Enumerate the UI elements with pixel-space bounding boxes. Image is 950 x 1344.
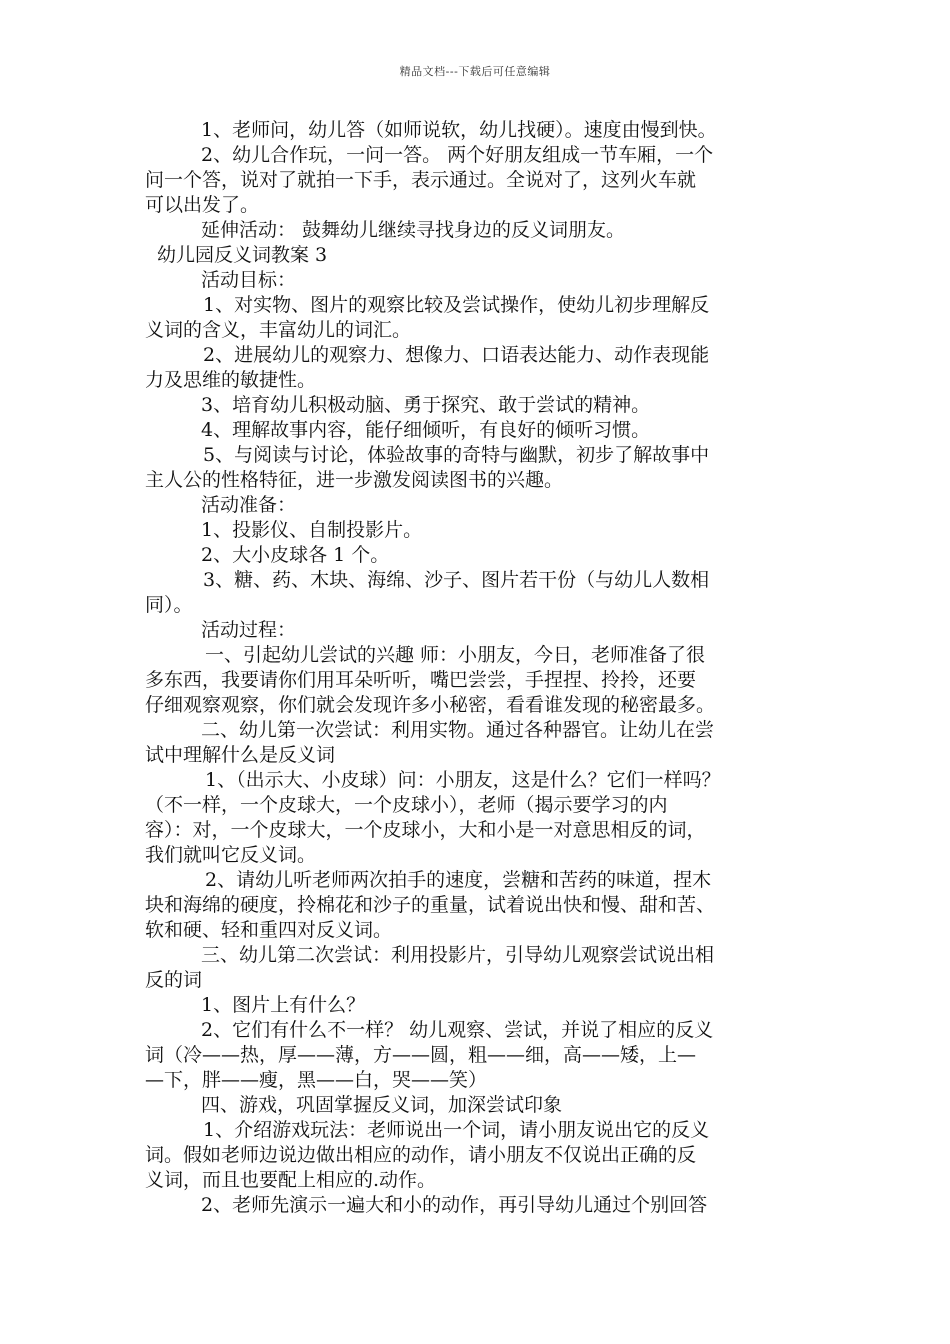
paragraph-line: 延伸活动： 鼓舞幼儿继续寻找身边的反义词朋友。: [201, 219, 626, 241]
paragraph-line: 2、大小皮球各 1 个。: [201, 544, 390, 566]
paragraph-line: 1、投影仪、自制投影片。: [201, 519, 423, 541]
paragraph-line: 词。假如老师边说边做出相应的动作，请小朋友不仅说出正确的反: [145, 1144, 697, 1166]
paragraph-line: 词（冷——热，厚——薄，方——圆，粗——细，高——矮，上—: [145, 1044, 697, 1066]
paragraph-line: 问一个答，说对了就拍一下手，表示通过。全说对了，这列火车就: [145, 169, 697, 191]
paragraph-line: 2、请幼儿听老师两次拍手的速度，尝糖和苦药的味道，捏木: [205, 869, 712, 891]
paragraph-line: 1、老师问，幼儿答（如师说软，幼儿找硬）。速度由慢到快。: [201, 119, 717, 141]
paragraph-line: 我们就叫它反义词。: [145, 844, 317, 866]
paragraph-line: 活动准备：: [201, 494, 297, 516]
paragraph-line: —下，胖——瘦，黑——白，哭——笑）: [145, 1069, 488, 1091]
paragraph-line: 四、游戏，巩固掌握反义词，加深尝试印象: [201, 1094, 563, 1116]
paragraph-line: 软和硬、轻和重四对反义词。: [145, 919, 393, 941]
paragraph-line: 一、引起幼儿尝试的兴趣 师：小朋友，今日，老师准备了很: [205, 644, 706, 666]
paragraph-line: 试中理解什么是反义词: [145, 744, 336, 766]
paragraph-line: 1、对实物、图片的观察比较及尝试操作，使幼儿初步理解反: [203, 294, 710, 316]
paragraph-line: 2、它们有什么不一样？ 幼儿观察、尝试，并说了相应的反义: [201, 1019, 714, 1041]
paragraph-line: 主人公的性格特征，进一步激发阅读图书的兴趣。: [145, 469, 564, 491]
paragraph-line: 义词的含义，丰富幼儿的词汇。: [145, 319, 412, 341]
paragraph-line: 活动过程：: [201, 619, 297, 641]
paragraph-line: 容）：对，一个皮球大，一个皮球小，大和小是一对意思相反的词，: [145, 819, 706, 841]
paragraph-line: 2、进展幼儿的观察力、想像力、口语表达能力、动作表现能: [203, 344, 710, 366]
paragraph-line: 同）。: [145, 594, 193, 616]
paragraph-line: 2、老师先演示一遍大和小的动作，再引导幼儿通过个别回答: [201, 1194, 708, 1216]
page-header: 精品文档---下载后可任意编辑: [399, 65, 551, 78]
paragraph-line: （不一样，一个皮球大，一个皮球小），老师（揭示要学习的内: [145, 794, 668, 816]
paragraph-line: 1、介绍游戏玩法：老师说出一个词，请小朋友说出它的反义: [203, 1119, 710, 1141]
document-body: [145, 118, 817, 1218]
paragraph-line: 二、幼儿第一次尝试：利用实物。通过各种器官。让幼儿在尝: [201, 719, 715, 741]
paragraph-line: 4、理解故事内容，能仔细倾听，有良好的倾听习惯。: [201, 419, 651, 441]
paragraph-line: 活动目标：: [201, 269, 297, 291]
paragraph-line: 3、培育幼儿积极动脑、勇于探究、敢于尝试的精神。: [201, 394, 651, 416]
section-title: 幼儿园反义词教案 3: [157, 244, 328, 266]
paragraph-line: 可以出发了。: [145, 194, 260, 216]
paragraph-line: 2、幼儿合作玩，一问一答。 两个好朋友组成一节车厢，一个: [201, 144, 714, 166]
paragraph-line: 三、幼儿第二次尝试：利用投影片，引导幼儿观察尝试说出相: [201, 944, 715, 966]
paragraph-line: 反的词: [145, 969, 203, 991]
paragraph-line: 1、（出示大、小皮球）问：小朋友，这是什么？它们一样吗？: [205, 769, 721, 791]
paragraph-line: 5、与阅读与讨论，体验故事的奇特与幽默，初步了解故事中: [203, 444, 710, 466]
paragraph-line: 力及思维的敏捷性。: [145, 369, 317, 391]
paragraph-line: 多东西，我要请你们用耳朵听听，嘴巴尝尝，手捏捏、拎拎，还要: [145, 669, 697, 691]
paragraph-line: 3、糖、药、木块、海绵、沙子、图片若干份（与幼儿人数相: [203, 569, 710, 591]
paragraph-line: 1、图片上有什么？: [201, 994, 366, 1016]
paragraph-line: 义词，而且也要配上相应的.动作。: [145, 1169, 437, 1191]
paragraph-line: 仔细观察观察，你们就会发现许多小秘密，看看谁发现的秘密最多。: [145, 694, 716, 716]
paragraph-line: 块和海绵的硬度，拎棉花和沙子的重量，试着说出快和慢、甜和苦、: [145, 894, 716, 916]
